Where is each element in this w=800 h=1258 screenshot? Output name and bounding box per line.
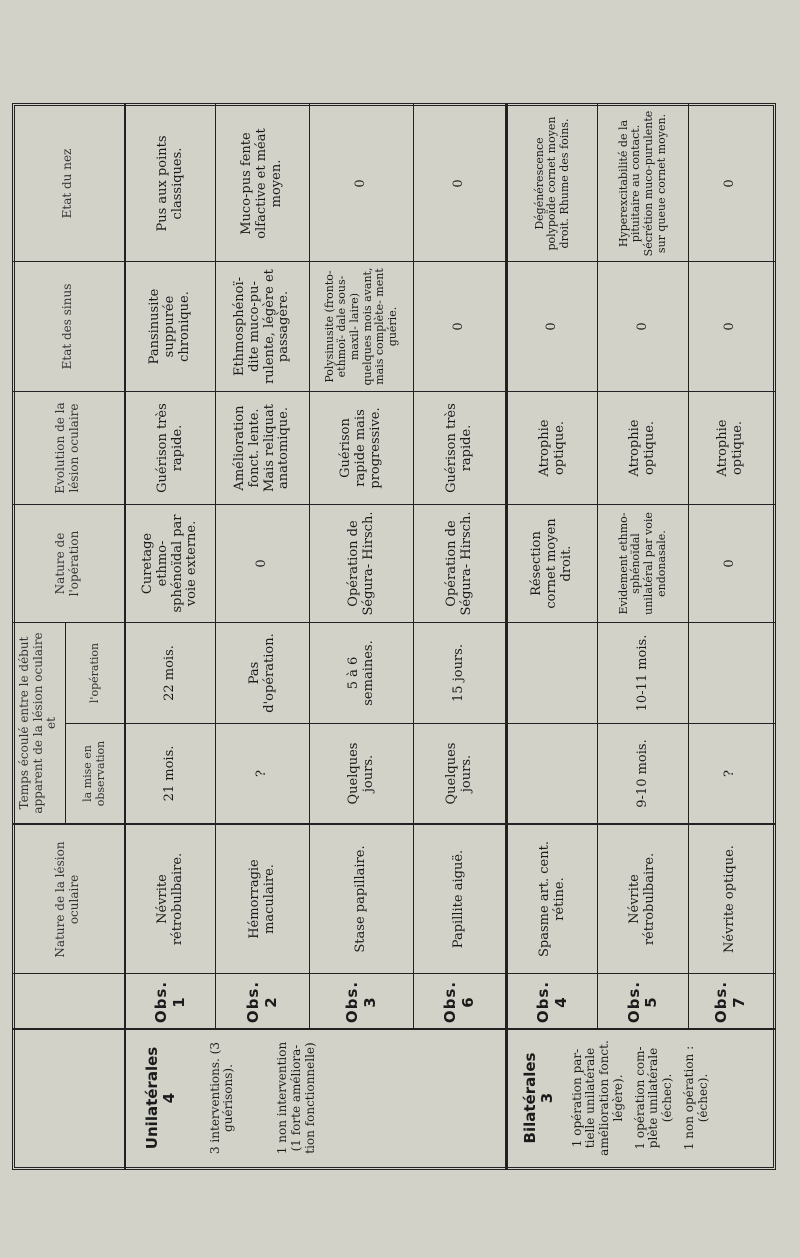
group-bilateral [508, 1030, 772, 1166]
sinus-cell: Ethmosphénoï- dite muco-pu- rulente, légère et passagère. [231, 269, 292, 384]
header-sinus: Etat des sinus [60, 283, 75, 370]
op-time-cell [689, 623, 772, 723]
group-unilateral-note2: 1 non intervention (1 forte améliora- tion fonctionnelle) [275, 1041, 317, 1155]
op-time-cell: 5 à 6 semaines. [345, 640, 376, 706]
operation-cell: Opération de Ségura- Hirsch. [345, 511, 376, 616]
header-operation-time: l'opération [87, 642, 101, 704]
nez-cell: Muco-pus fente olfactive et méat moyen. [239, 128, 284, 239]
header-evolution: Evolution de la lésion oculaire [53, 402, 81, 494]
lesion-cell: Névrite optique. [722, 845, 738, 953]
sinus-cell: Pansinusite suppurée chronique. [147, 288, 192, 365]
header-nature-lesion: Nature de la lésion oculaire [53, 841, 81, 958]
obs-label: Obs. 7 [712, 980, 748, 1024]
lesion-cell: Papillite aiguë. [451, 849, 467, 949]
header-mise: la mise en observation [81, 740, 107, 807]
nez-cell: Pus aux points classiques. [154, 135, 185, 232]
operation-cell: 0 [722, 559, 738, 568]
group-bilateral-count: 3 [538, 1092, 557, 1104]
mise-cell: ? [722, 770, 738, 777]
evolution-cell: Guérison très rapide. [443, 403, 474, 493]
group-bilateral-title: Bilatérales [521, 1052, 539, 1144]
evolution-cell: Guérison très rapide. [154, 403, 185, 493]
group-bilateral-note3: 1 non opération : (échec). [682, 1045, 710, 1151]
group-unilateral-count: 4 [160, 1092, 179, 1104]
evolution-cell: Atrophie optique. [627, 419, 657, 477]
mise-cell [508, 724, 597, 823]
lesion-cell: Hémorragie maculaire. [246, 859, 277, 939]
obs-label: Obs. 3 [343, 980, 379, 1024]
group-unilateral-title: Unilatérales [143, 1046, 161, 1150]
op-time-cell: Pas d'opération. [246, 633, 277, 713]
op-time-cell: 10-11 mois. [634, 634, 650, 712]
mise-cell: 21 mois. [162, 745, 178, 802]
lesion-cell: Stase papillaire. [353, 845, 369, 953]
header-nature-operation: Nature de l'opération [53, 530, 81, 597]
operation-cell: 0 [254, 559, 270, 568]
sinus-cell: 0 [722, 322, 738, 331]
sinus-cell: 0 [451, 322, 467, 331]
obs-label: Obs. 1 [152, 980, 188, 1024]
lesion-cell: Névrite rétrobulbaire. [627, 852, 657, 946]
mise-cell: ? [254, 770, 270, 777]
header-temps: Temps écoulé entre le début apparent de la lésion oculaire et [16, 632, 59, 814]
lesion-cell: Spasme art. cent. rétine. [536, 841, 567, 957]
group-unilateral-note1: 3 interventions. (3 guérisons). [207, 1042, 236, 1155]
operation-cell: Résection cornet moyen droit. [529, 518, 574, 609]
operation-cell: Curetage ethmo- sphénoïdal par voie externe. [139, 514, 200, 613]
nez-cell: 0 [722, 179, 738, 188]
nez-cell: 0 [353, 179, 369, 188]
mise-cell: Quelques jours. [345, 742, 376, 805]
nez-cell: 0 [451, 179, 467, 188]
group-bilateral-note2: 1 opération com- plète unilatérale (échec). [632, 1046, 675, 1150]
sinus-cell: 0 [544, 322, 560, 331]
rotated-table [12, 95, 784, 1170]
obs-label: Obs. 4 [534, 980, 570, 1024]
evolution-cell: Atrophie optique. [714, 419, 745, 477]
nez-cell: Hyperexcitabilité de la pituitaire au contact. Sécrétion muco-purulente sur queue cornet moyen. [616, 110, 668, 257]
evolution-cell: Guérison rapide mais progressive. [338, 407, 383, 489]
mise-cell: 9-10 mois. [634, 739, 650, 808]
header-nez: Etat du nez [60, 148, 75, 219]
group-unilateral [126, 1030, 505, 1166]
op-time-cell [508, 623, 597, 723]
sinus-cell: Polysinusite (fronto-ethmoï- dale sous-maxil- laire) quelques mois avant, mais complète- ment guérie. [322, 267, 399, 386]
obs-label: Obs. 5 [624, 980, 660, 1024]
obs-label: Obs. 2 [244, 980, 280, 1024]
sinus-cell: 0 [634, 322, 650, 331]
lesion-cell: Névrite rétrobulbaire. [154, 852, 185, 946]
op-time-cell: 15 jours. [451, 644, 467, 702]
evolution-cell: Amélioration fonct. lente. Mais reliquat anatomique. [231, 404, 292, 492]
mise-cell: Quelques jours. [443, 742, 474, 805]
operation-cell: Evidement ethmo- sphénoïdal unilatéral par voie endonasale. [616, 512, 668, 615]
obs-label: Obs. 6 [441, 980, 477, 1024]
evolution-cell: Atrophie optique. [536, 419, 567, 477]
operation-cell: Opération de Ségura- Hirsch. [443, 511, 474, 616]
group-bilateral-note1: 1 opération par- tielle unilatérale amélioration fonct. légère). [569, 1040, 625, 1156]
op-time-cell: 22 mois. [162, 645, 178, 701]
nez-cell: Dégénérescence polypoïde cornet moyen droit. Rhume des foins. [532, 116, 571, 251]
